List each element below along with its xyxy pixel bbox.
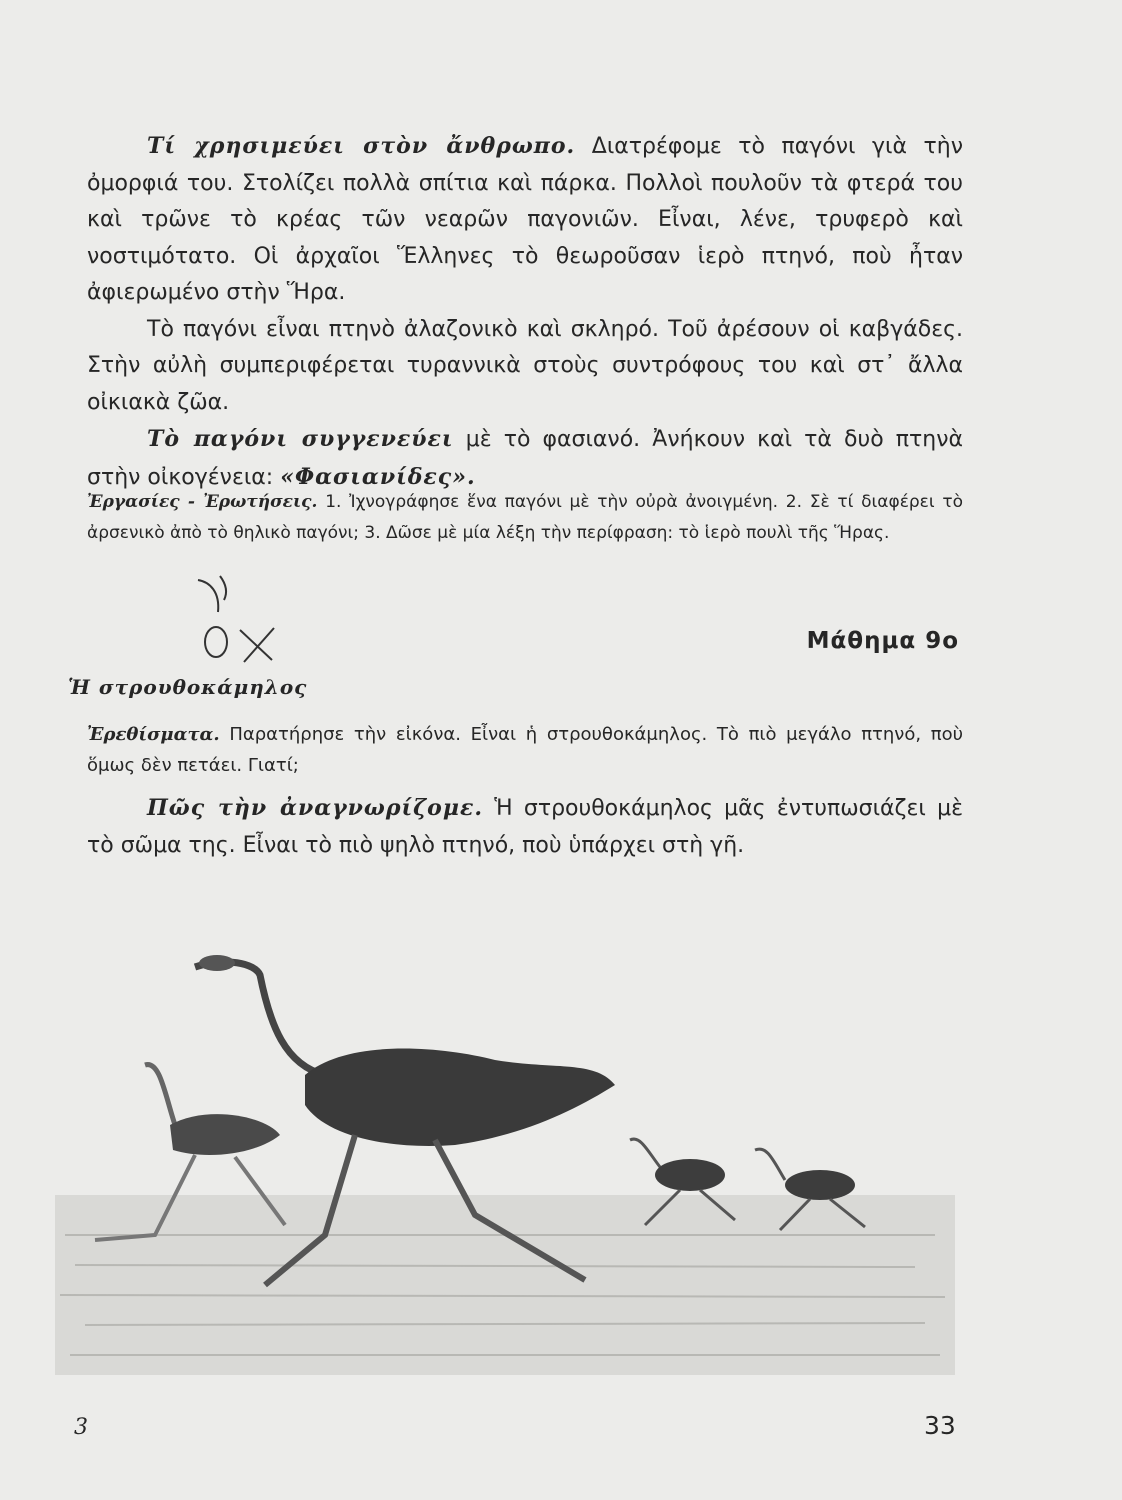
footer-signature-number: 3 bbox=[74, 1415, 88, 1440]
exercises-paragraph bbox=[87, 487, 963, 549]
paragraph-lead: Τὸ παγόνι συγγενεύει bbox=[147, 426, 454, 452]
exercises-text: 1. Ἰχνογράφησε ἕνα παγόνι μὲ τὴν οὐρὰ ἀνοιγμένη. 2. Σὲ τί διαφέρει τὸ ἀρσενικὸ ἀπὸ τὸ θηλικὸ παγόνι; 3. Δῶσε μὲ μία λέξη τὴν περίφραση: τὸ ἱερὸ πουλὶ τῆς Ἥρας. bbox=[87, 492, 963, 543]
paragraph-behaviour bbox=[87, 312, 963, 422]
lesson-title: Ἡ στρουθοκάμηλος bbox=[68, 675, 308, 699]
stimuli-paragraph bbox=[87, 719, 963, 781]
paragraph-relatives bbox=[87, 421, 963, 496]
paragraph-text: Τὸ παγόνι εἶναι πτηνὸ ἀλαζονικὸ καὶ σκληρό. Τοῦ ἀρέσουν οἱ καβγάδες. Στὴν αὐλὴ συμπεριφέρεται τυραννικὰ στοὺς συντρόφους του καὶ στ᾽ ἄλλα οἰκιακὰ ζῶα. bbox=[87, 316, 963, 415]
paragraph-lead: Τί χρησιμεύει στὸν ἄνθρωπο. bbox=[147, 133, 576, 159]
paragraph-uses bbox=[87, 128, 963, 312]
recognition-paragraph bbox=[87, 790, 963, 864]
page-number: 33 bbox=[924, 1411, 956, 1440]
paragraph-text: Διατρέφομε τὸ παγόνι γιὰ τὴν ὀμορφιά του. Στολίζει πολλὰ σπίτια καὶ πάρκα. Πολλοὶ πουλοῦν τὰ φτερά του καὶ τρῶνε τὸ κρέας τῶν νεαρῶν παγονιῶν. Εἶναι, λένε, τρυφερὸ καὶ νοστιμότατο. Οἱ ἀρχαῖοι Ἕλληνες τὸ θεωροῦσαν ἱερὸ πτηνό, ποὺ ἦταν ἀφιερωμένο στὴν Ἥρα. bbox=[87, 134, 964, 305]
exercises-lead: Ἐργασίες - Ἐρωτήσεις. bbox=[87, 492, 318, 512]
paragraph-text: μὲ τὸ φασιανό. Ἀνήκουν καὶ τὰ δυὸ πτηνὰ στὴν οἰκογένεια: bbox=[87, 427, 963, 490]
paragraph-tail: «Φασιανίδες». bbox=[280, 463, 476, 490]
stimuli-text: Παρατήρησε τὴν εἰκόνα. Εἶναι ἡ στρουθοκάμηλος. Τὸ πιὸ μεγάλο πτηνό, ποὺ ὅμως δὲν πετάει. Γιατί; bbox=[87, 724, 963, 776]
exercises-section bbox=[87, 487, 963, 549]
lesson-label: Μάθημα 9ο bbox=[806, 628, 959, 654]
recognition-text: Ἡ στρουθοκάμηλος μᾶς ἐντυπωσιάζει μὲ τὸ σῶμα της. Εἶναι τὸ πιὸ ψηλὸ πτηνό, ποὺ ὑπάρχει στὴ γῆ. bbox=[87, 796, 963, 858]
recognition-lead: Πῶς τὴν ἀναγνωρίζομε. bbox=[147, 795, 483, 821]
stimuli-section bbox=[87, 719, 963, 781]
ostrich-illustration-icon bbox=[55, 935, 955, 1375]
handwritten-marks-icon bbox=[190, 570, 300, 665]
uses-section bbox=[87, 128, 963, 496]
stimuli-lead: Ἐρεθίσματα. bbox=[87, 724, 220, 745]
recognition-section bbox=[87, 790, 963, 864]
